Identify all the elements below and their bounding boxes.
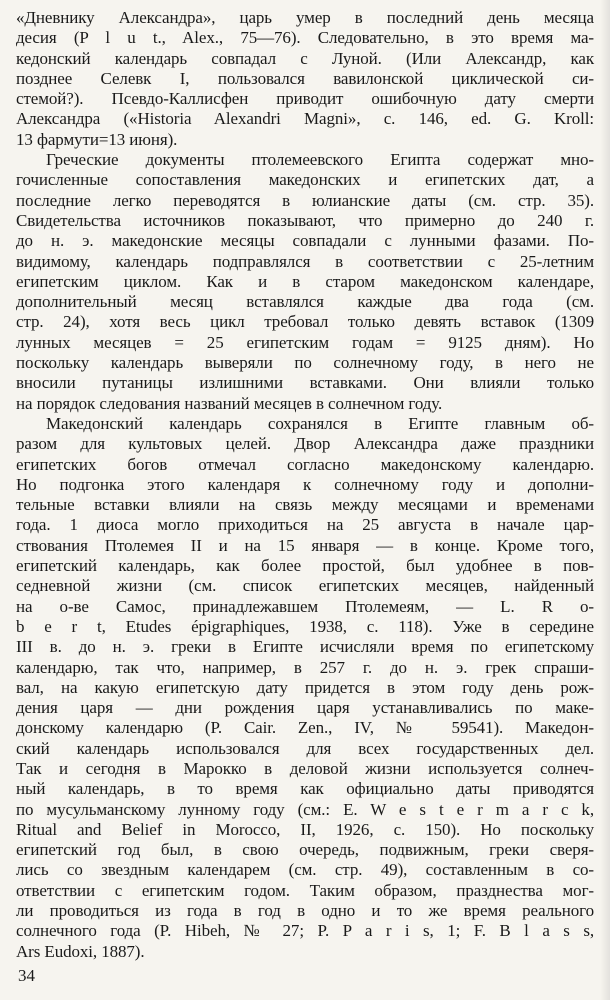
text-line: Александра («Historia Alexandri Magni», с. 146, ed. G. Kroll: [16,109,594,129]
text-line: b e r t, Etudes épigraphiques, 1938, с. 118). Уже в середине [16,616,594,636]
page-edge-shadow [600,0,610,1000]
text-line: на о-ве Самос, принадлежавшем Птолемеям, — L. R o- [16,596,594,616]
text-line: гочисленные сопоставления македонских и египетских дат, а [16,170,594,190]
text-line: вал, на какую египетскую дату придется в этом году день рож- [16,677,594,697]
text-line: кедонский календарь совпадал с Луной. (Или Александр, как [16,48,594,68]
text-line: позднее Селевк I, пользовался вавилонской циклической си- [16,68,594,88]
text-line: календарю, так что, например, в 257 г. до н. э. грек спраши- [16,657,594,677]
page-number: 34 [18,966,35,985]
text-line: египетский календарь, как более простой, был удобнее в пов- [16,556,594,576]
text-line: поскольку календарь выверяли по солнечному году, в него не [16,353,594,373]
text-line: египетский год был, в свою очередь, подвижным, греки сверя- [16,840,594,860]
text-line: египетских богов отмечал согласно македонскому календарю. [16,454,594,474]
text-line: Ars Eudoxi, 1887). [16,941,145,961]
text-line: Свидетельства источников показывают, что примерно до 240 г. [16,210,594,230]
text-line: ский календарь использовался для всех государственных дел. [16,738,594,758]
paragraph [16,8,594,150]
text-line: стр. 24), хотя весь цикл требовал только девять вставок (1309 [16,312,594,332]
paragraph [16,150,594,414]
text-line: последние легко переводятся в юлианские даты (см. стр. 35). [16,190,594,210]
text-line: донскому календарю (P. Cair. Zen., IV, № 59541). Македон- [16,718,594,738]
text-line: III в. до н. э. греки в Египте исчисляли время по египетскому [16,637,594,657]
text-line: 13 фармути=13 июня). [16,129,178,149]
text-line: солнечного года (P. Hibeh, № 27; P. P a r i s, 1; F. B l a s s, [16,921,594,941]
text-line: до н. э. македонские месяцы совпадали с лунными фазами. По- [16,231,594,251]
text-line: тельные вставки влияли на связь между месяцами и временами [16,495,594,515]
text-line: Но подгонка этого календаря к солнечному году и дополни- [16,474,594,494]
text-line: по мусульманскому лунному году (см.: E. W e s t e r m a r c k, [16,799,594,819]
text-line: Ritual and Belief in Morocco, II, 1926, с. 150). Но поскольку [16,819,594,839]
text-line: вносили путаницы излишними вставками. Они влияли только [16,373,594,393]
document-page [16,8,594,992]
text-line: разом для культовых целей. Двор Александра даже праздники [16,434,594,454]
text-line: египетским циклом. Как и в старом македонском календаре, [16,271,594,291]
text-line: «Дневнику Александра», царь умер в последний день месяца [16,8,594,27]
text-line: дополнительный месяц вставлялся каждые два года (см. [16,292,594,312]
text-line: года. 1 диоса могло приходиться на 25 августа в начале цар- [16,515,594,535]
text-line: десия (P l u t., Alex., 75—76). Следовательно, в это время ма- [16,28,594,48]
text-line: на порядок следования названий месяцев в солнечном году. [16,393,443,413]
text-line: Греческие документы птолемеевского Египта содержат мно- [46,150,594,170]
text-line: ный календарь, в то время как официально даты приводятся [16,779,594,799]
text-line: стемой?). Псевдо-Каллисфен приводит ошибочную дату смерти [16,89,594,109]
text-line: видимому, календарь подправлялся в соответствии с 25-летним [16,251,594,271]
text-line: лись со звездным календарем (см. стр. 49), составленным в со- [16,860,594,880]
text-line: ствования Птолемея II и на 15 января — в конце. Кроме того, [16,535,594,555]
paragraph [16,414,594,962]
text-line: лунных месяцев = 25 египетским годам = 9125 дням). Но [16,332,594,352]
text-line: Так и сегодня в Марокко в деловой жизни используется солнеч- [16,758,594,778]
text-line: дения царя — дни рождения царя устанавливались по маке- [16,698,594,718]
text-line: ответствии с египетским годом. Таким образом, празднества мог- [16,880,594,900]
text-line: ли проводиться из года в год в одно и то же время реального [16,901,594,921]
text-line: Македонский календарь сохранялся в Египте главным об- [46,413,594,433]
text-line: седневной жизни (см. список египетских месяцев, найденный [16,576,594,596]
